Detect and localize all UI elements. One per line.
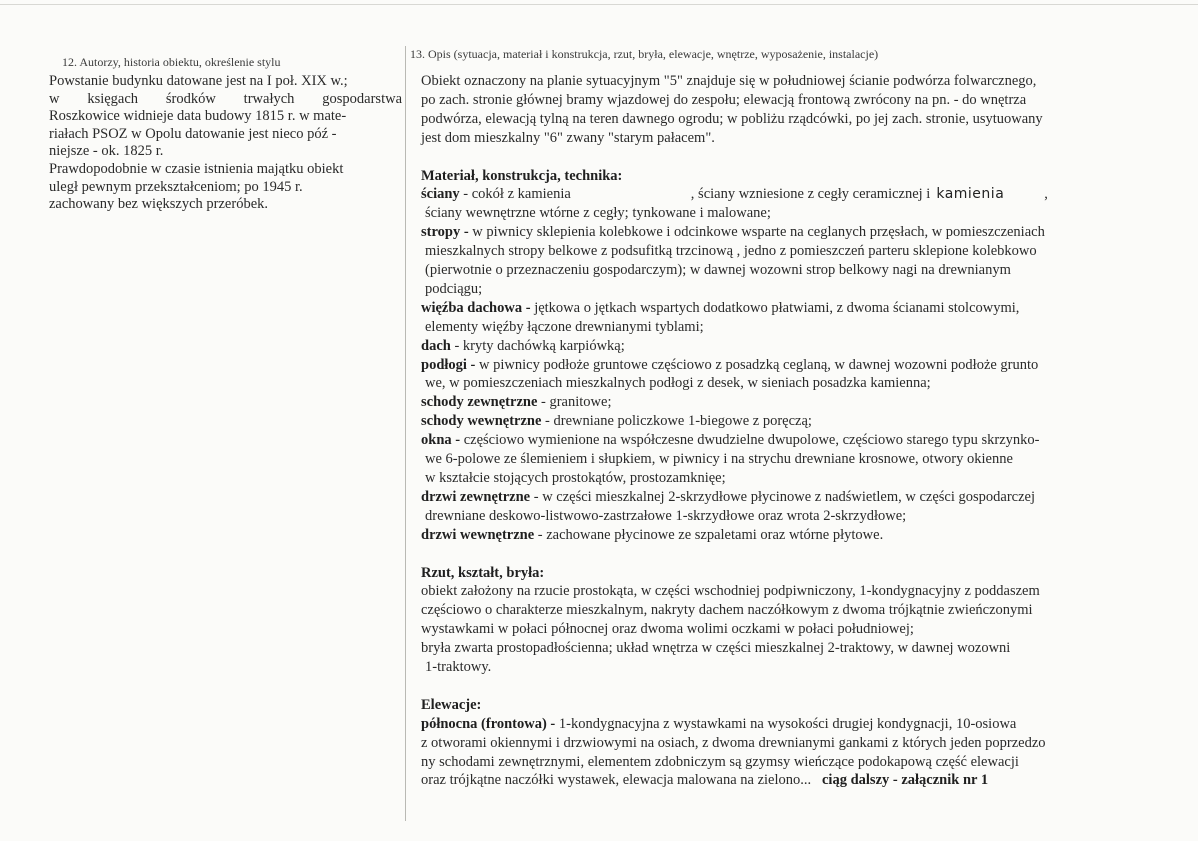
column-divider — [405, 46, 406, 821]
intro-line: Obiekt oznaczony na planie sytuacyjnym "5" znajduje się w południowej ścianie podwórza folwarcznego, — [421, 73, 1037, 89]
material-heading: Materiał, konstrukcja, technika: — [421, 167, 623, 184]
text-line: bryła zwarta prostopadłościenna; układ wnętrza w części mieszkalnej 2-traktowy, w dawnej wozowni — [421, 640, 1011, 657]
intro-line: jest dom mieszkalny "6" zwany "starym pałacem". — [421, 129, 715, 146]
elewacje-heading: Elewacje: — [421, 696, 482, 713]
section-13-body — [421, 72, 1156, 790]
continued-note: ciąg dalszy - załącznik nr 1 — [822, 772, 989, 789]
text-line: oraz trójkątne naczółki wystawek, elewacja malowana na zielono... ciąg dalszy - załącznik nr 1 — [421, 772, 989, 789]
section-12-header: 12. Autorzy, historia obiektu, określenie stylu — [62, 55, 281, 69]
text-line: riałach PSOZ w Opolu datowanie jest nieco póź - — [49, 125, 337, 142]
okna-line: okna - częściowo wymienione na współczesne dwudzielne dwupolowe, częściowo starego typu skrzynko- — [421, 432, 1040, 449]
top-border-line — [0, 4, 1198, 5]
text-line: elementy więźby łączone drewnianymi tyblami; — [425, 318, 704, 335]
drzwi-zewnetrzne-line: drzwi zewnętrzne - w części mieszkalnej 2-skrzydłowe płycinowe z nadświetlem, w części gospodarczej — [421, 488, 1035, 505]
stropy-line: stropy - w piwnicy sklepienia kolebkowe i odcinkowe wsparte na ceglanych przęsłach, w pomieszczeniach — [421, 224, 1045, 241]
text-line: częściowo o charakterze mieszkalnym, nakryty dachem naczółkowym z dwoma trójkątnie zwieńczonymi — [421, 602, 1033, 619]
text-line: ny schodami zewnętrznymi, elementem zdobniczym są gzymsy wieńczące podokapową część elewacji — [421, 753, 1019, 770]
text-line: podciągu; — [425, 280, 483, 297]
drzwi-wewnetrzne-line: drzwi wewnętrzne - zachowane płycinowe ze szpaletami oraz wtórne płytowe. — [421, 526, 884, 543]
elewacja-polnocna-line: północna (frontowa) - 1-kondygnacyjna z wystawkami na wysokości drugiej kondygnacji, 10-osiowa — [421, 715, 1017, 732]
text-line: Prawdopodobnie w czasie istnienia majątku obiekt — [49, 160, 344, 177]
text-line: (pierwotnie o przeznaczeniu gospodarczym); w dawnej wozowni strop belkowy nagi na drewnianym — [425, 262, 1011, 279]
intro-line: po zach. stronie głównej bramy wjazdowej do zespołu; elewacją frontową zwrócony na pn. - do wnętrza — [421, 91, 1027, 108]
text-line: zachowany bez większych przeróbek. — [49, 196, 269, 213]
text-line: we, w pomieszczeniach mieszkalnych podłogi z desek, w sieniach posadzka kamienna; — [425, 375, 931, 392]
text-line: drewniane deskowo-listwowo-zastrzałowe 1-skrzydłowe oraz wrota 2-skrzydłowe; — [425, 507, 907, 524]
text-line: we 6-polowe ze ślemieniem i słupkiem, w piwnicy i na strychu drewniane krosnowe, otwory okienne — [425, 451, 1013, 468]
text-line: 1-traktowy. — [425, 659, 492, 676]
section-12-body — [49, 73, 402, 214]
rzut-heading: Rzut, kształt, bryła: — [421, 564, 545, 581]
text-line: Roszkowice widnieje data budowy 1815 r. w mate- — [49, 108, 347, 125]
text-line: Powstanie budynku datowane jest na I poł. XIX w.; — [49, 73, 348, 89]
podlogi-line: podłogi - w piwnicy podłoże gruntowe częściowo z posadzką ceglaną, w dawnej wozowni podłoże grunto — [421, 356, 1039, 373]
schody-zewnetrzne-line: schody zewnętrzne - granitowe; — [421, 394, 612, 411]
text-line: niejsze - ok. 1825 r. — [49, 143, 164, 160]
text-line: w księgach środków trwałych gospodarstwa — [49, 90, 402, 107]
section-13-header: 13. Opis (sytuacja, materiał i konstrukcja, rzut, bryła, elewacje, wnętrze, wyposażenie, instalacje) — [410, 47, 879, 61]
intro-line: podwórza, elewacją tylną na teren dawnego ogrodu; w pobliżu rządcówki, po jej zach. stronie, usytuowany — [421, 110, 1043, 127]
sciany-line: ściany - cokół z kamienia , ściany wzniesione z cegły ceramicznej i kamienia , — [421, 186, 1048, 203]
schody-wewnetrzne-line: schody wewnętrzne - drewniane policzkowe 1-biegowe z poręczą; — [421, 413, 812, 430]
text-line: uległ pewnym przekształceniom; po 1945 r. — [49, 178, 303, 195]
dach-line: dach - kryty dachówką karpiówką; — [421, 337, 625, 354]
wiezba-line: więźba dachowa - jętkowa o jętkach wspartych dodatkowo płatwiami, z dwoma ścianami stolcowymi, — [421, 299, 1020, 316]
text-line: z otworami okiennymi i drzwiowymi na osiach, z dwoma drewnianymi gankami z których jeden poprzedzo — [421, 734, 1046, 751]
text-line: ściany wewnętrzne wtórne z cegły; tynkowane i malowane; — [425, 205, 771, 222]
text-line: w kształcie stojących prostokątów, prostozamknięe; — [425, 470, 726, 487]
text-line: obiekt założony na rzucie prostokąta, w części wschodniej podpiwniczony, 1-kondygnacyjny z poddaszem — [421, 583, 1040, 600]
text-line: mieszkalnych stropy belkowe z podsufitką trzcinową , jedno z pomieszczeń parteru sklepione kolebkowo — [425, 243, 1037, 260]
text-line: wystawkami w połaci północnej oraz dwoma wolimi oczkami w połaci południowej; — [421, 621, 914, 638]
handwritten-kamienia: kamienia — [936, 186, 1005, 203]
